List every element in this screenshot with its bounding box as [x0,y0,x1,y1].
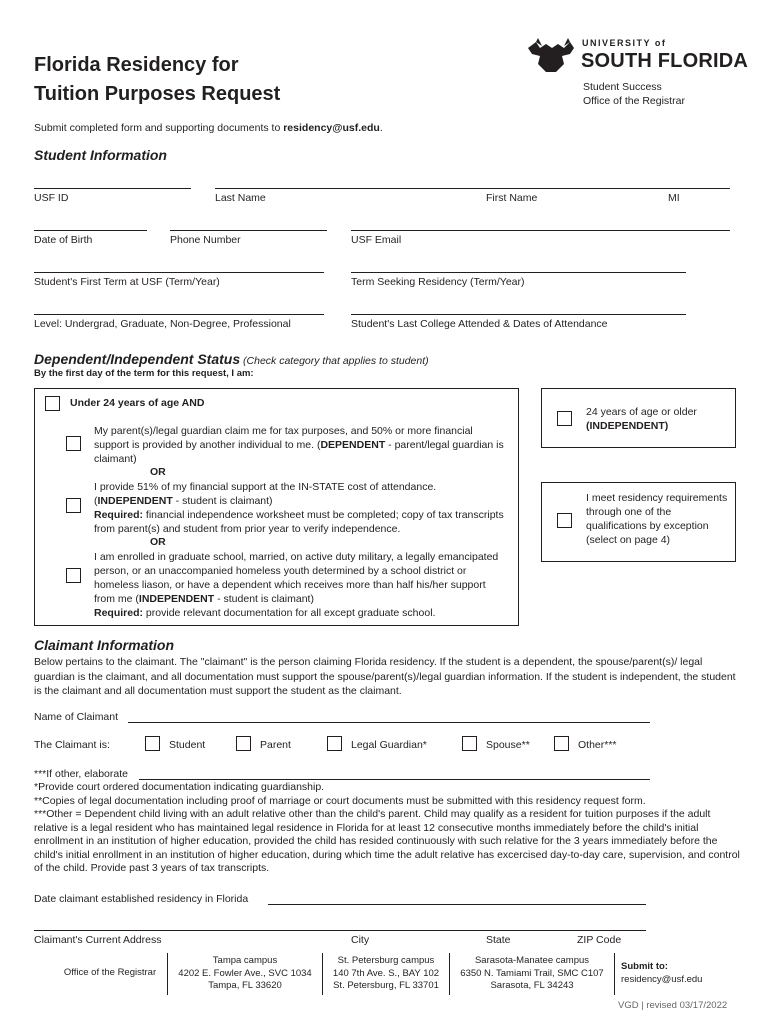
claimant-spouse-checkbox[interactable] [462,736,477,751]
last-college-field[interactable] [351,314,686,315]
independent-other-text: I am enrolled in graduate school, married, on active duty military, a legally emancipated person, or an unaccompanied homeless youth determined by a school district or homeless liason, or have a dependent which receives more than half his/her support from me (INDEPENDENT - student is claimant) Required: provide relevant documentation for all except graduate school. [94,551,499,619]
independent-financial-text: I provide 51% of my financial support at the IN-STATE cost of attendance. (INDEPENDENT - student is claimant) Required: financial independence worksheet must be completed; copy of tax transcripts from parent(s) and student from prior year to verify independence. [94,481,504,535]
claimant-other-checkbox[interactable] [554,736,569,751]
submit-instructions: Submit completed form and supporting documents to residency@usf.edu. [34,122,383,134]
claimant-parent-checkbox[interactable] [236,736,251,751]
title-line-2: Tuition Purposes Request [34,83,281,105]
claimant-name-field[interactable] [128,722,650,723]
footer-email[interactable]: residency@usf.edu [621,974,703,985]
first-term-field[interactable] [34,272,324,273]
zip-label: ZIP Code [577,934,622,946]
level-label: Level: Undergrad, Graduate, Non-Degree, Professional [34,318,291,330]
dependent-option-text: My parent(s)/legal guardian claim me for tax purposes, and 50% or more financial support is provided by another individual to me. (DEPENDENT - parent/legal guardian is claimant) [94,425,504,465]
footer-divider [322,953,323,995]
phone-label: Phone Number [170,234,241,246]
claimant-parent-label: Parent [260,739,291,751]
logo-dept: Student Success [583,81,662,93]
footer-stpete: St. Petersburg campus 140 7th Ave. S., BAY 102 St. Petersburg, FL 33701 [332,955,440,991]
footer-divider [167,953,168,995]
term-seeking-label: Term Seeking Residency (Term/Year) [351,276,525,288]
city-label: City [351,934,370,946]
exception-checkbox[interactable] [557,513,572,528]
address-label: Claimant's Current Address [34,934,162,946]
logo-south-florida: SOUTH FLORIDA [581,50,749,72]
status-heading: Dependent/Independent Status (Check category that applies to student) [34,351,429,367]
student-info-heading: Student Information [34,147,167,163]
independent-other-checkbox[interactable] [66,568,81,583]
submit-email[interactable]: residency@usf.edu [283,122,380,134]
footer-sarasota: Sarasota-Manatee campus 6350 N. Tamiami Trail, SMC C107 Sarasota, FL 34243 [460,955,604,991]
usf-id-label: USF ID [34,192,69,204]
claimant-guardian-checkbox[interactable] [327,736,342,751]
claimant-guardian-label: Legal Guardian* [351,739,427,751]
footer-submit-to: Submit to: [621,961,668,972]
address-field[interactable] [34,930,646,931]
elaborate-label: ***If other, elaborate [34,768,128,780]
bull-logo-icon [526,38,576,78]
title-line-1: Florida Residency for [34,54,239,76]
other-note: ***Other = Dependent child living with an adult relative other than the child's parent. Child may qualify as a resident for tuition purposes if the adult relative is a legal resident who has maintained legal residence in Florida for at least 12 consecutive months immediately before the child's initial enrollment in an institution of higher education, provided the child has resided continuously with such relative for the 3 years immediately before the child's initial enrollment in an institution of higher education, during which time the adult relative has excercised day-to-day care, supervision, and control of the child. Provide past 3 years of tax transcripts. [34,808,740,874]
claimant-other-label: Other*** [578,739,617,751]
date-established-label: Date claimant established residency in Florida [34,893,249,905]
claimant-name-label: Name of Claimant [34,711,119,723]
over-24-label: 24 years of age or older (INDEPENDENT) [586,406,697,432]
logo-university-of: UNIVERSITY of [582,38,667,48]
last-college-label: Student's Last College Attended & Dates of Attendance [351,318,608,330]
dob-label: Date of Birth [34,234,93,246]
logo-office: Office of the Registrar [583,95,685,107]
level-field[interactable] [34,314,324,315]
email-field[interactable] [351,230,730,231]
dob-field[interactable] [34,230,147,231]
independent-financial-checkbox[interactable] [66,498,81,513]
under-24-checkbox[interactable] [45,396,60,411]
phone-field[interactable] [170,230,327,231]
footer-tampa: Tampa campus 4202 E. Fowler Ave., SVC 1034 Tampa, FL 33620 [178,955,312,991]
mi-label: MI [668,192,680,204]
claimant-heading: Claimant Information [34,637,175,653]
dependent-checkbox[interactable] [66,436,81,451]
or-separator-2: OR [150,536,166,548]
claimant-spouse-label: Spouse** [486,739,530,751]
claimant-description: Below pertains to the claimant. The "claimant" is the person claiming Florida residency. If the student is a dependent, the spouse/parent(s)/ legal guardian is the claimant, and all documentation must support the spouse/parent(s)/legal guardian information. If the student is independent, the student is the claimant and all documentation must support the student as the claimant. [34,656,736,697]
usf-id-field[interactable] [34,188,191,189]
claimant-student-checkbox[interactable] [145,736,160,751]
guardianship-note: *Provide court ordered documentation indicating guardianship. [34,781,325,793]
under-24-label: Under 24 years of age AND [70,397,205,409]
or-separator-1: OR [150,466,166,478]
state-label: State [486,934,511,946]
name-field[interactable] [215,188,730,189]
first-name-label: First Name [486,192,538,204]
version-label: VGD | revised 03/17/2022 [618,1000,728,1011]
email-label: USF Email [351,234,402,246]
first-term-label: Student's First Term at USF (Term/Year) [34,276,220,288]
term-seeking-field[interactable] [351,272,686,273]
last-name-label: Last Name [215,192,266,204]
claimant-student-label: Student [169,739,206,751]
exception-label: I meet residency requirements through one of the qualifications by exception (select on page 4) [586,492,728,546]
spouse-note: **Copies of legal documentation including proof of marriage or court documents must be submitted with this residency request form. [34,795,646,807]
elaborate-field[interactable] [139,779,650,780]
over-24-checkbox[interactable] [557,411,572,426]
status-subheading: By the first day of the term for this request, I am: [34,368,254,379]
footer-divider [449,953,450,995]
date-established-field[interactable] [268,904,646,905]
footer-registrar: Office of the Registrar [63,967,157,978]
footer-divider [614,953,615,995]
claimant-is-label: The Claimant is: [34,739,110,751]
